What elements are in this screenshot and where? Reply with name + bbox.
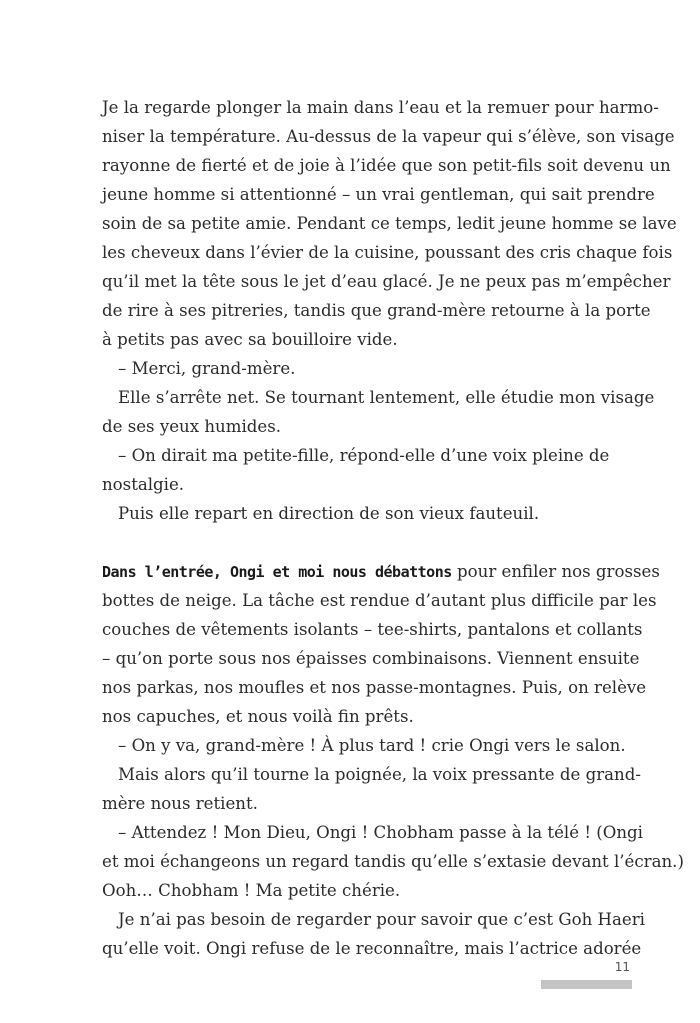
page-number: 11 <box>614 960 630 974</box>
text-line: Puis elle repart en direction de son vieux fauteuil. <box>118 504 540 523</box>
text-line: Ooh… Chobham ! Ma petite chérie. <box>102 881 401 900</box>
section-first-line <box>102 560 660 584</box>
footer-bar <box>541 980 632 989</box>
text-line: Mais alors qu’il tourne la poignée, la voix pressante de grand- <box>118 765 641 784</box>
dialogue-line: – On dirait ma petite-fille, répond-elle d’une voix pleine de <box>118 446 610 465</box>
dialogue-line: – On y va, grand-mère ! À plus tard ! crie Ongi vers le salon. <box>118 736 626 755</box>
text-line: Je la regarde plonger la main dans l’eau et la remuer pour harmo- <box>102 98 659 117</box>
section-first-line-text: pour enfiler nos grosses <box>457 562 660 581</box>
dialogue-line: – Merci, grand-mère. <box>118 359 296 378</box>
text-line: à petits pas avec sa bouilloire vide. <box>102 330 398 349</box>
text-line: et moi échangeons un regard tandis qu’elle s’extasie devant l’écran.) <box>102 852 684 871</box>
text-line: – qu’on porte sous nos épaisses combinaisons. Viennent ensuite <box>102 649 640 668</box>
text-line: de ses yeux humides. <box>102 417 282 436</box>
dialogue-line: – Attendez ! Mon Dieu, Ongi ! Chobham passe à la télé ! (Ongi <box>118 823 643 842</box>
text-line: Elle s’arrête net. Se tournant lentement, elle étudie mon visage <box>118 388 655 407</box>
text-line: jeune homme si attentionné – un vrai gentleman, qui sait prendre <box>102 185 655 204</box>
text-line: nos parkas, nos moufles et nos passe-montagnes. Puis, on relève <box>102 678 647 697</box>
text-line: niser la température. Au-dessus de la vapeur qui s’élève, son visage <box>102 127 675 146</box>
text-line: nostalgie. <box>102 475 185 494</box>
text-line: qu’il met la tête sous le jet d’eau glacé. Je ne peux pas m’empêcher <box>102 272 671 291</box>
text-line: nos capuches, et nous voilà fin prêts. <box>102 707 414 726</box>
text-line: rayonne de fierté et de joie à l’idée que son petit-fils soit devenu un <box>102 156 671 175</box>
text-line: soin de sa petite amie. Pendant ce temps, ledit jeune homme se lave <box>102 214 677 233</box>
text-line: couches de vêtements isolants – tee-shirts, pantalons et collants <box>102 620 643 639</box>
text-line: de rire à ses pitreries, tandis que grand-mère retourne à la porte <box>102 301 651 320</box>
text-line: Je n’ai pas besoin de regarder pour savoir que c’est Goh Haeri <box>118 910 645 929</box>
text-line: mère nous retient. <box>102 794 258 813</box>
text-line: qu’elle voit. Ongi refuse de le reconnaître, mais l’actrice adorée <box>102 939 642 958</box>
text-line: les cheveux dans l’évier de la cuisine, poussant des cris chaque fois <box>102 243 673 262</box>
text-line: bottes de neige. La tâche est rendue d’autant plus difficile par les <box>102 591 657 610</box>
section-lead-in: Dans l’entrée, Ongi et moi nous débattons <box>102 563 452 581</box>
